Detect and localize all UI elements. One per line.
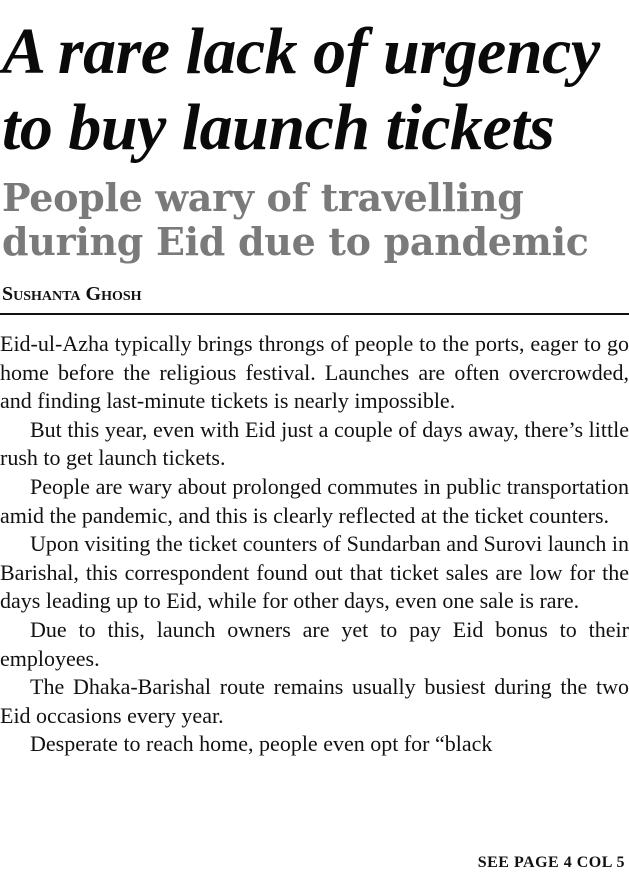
byline: Sushanta Ghosh (2, 283, 142, 305)
article-body (0, 330, 629, 759)
paragraph-1: Eid-ul-Azha typically brings throngs of people to the ports, eager to go home before the religious festival. Launches are often overcrowded, and finding last-minute tickets is nearly impossible. (0, 331, 629, 414)
byline-divider (0, 313, 629, 315)
headline: A rare lack of urgency to buy launch tickets (2, 15, 600, 164)
paragraph-6: The Dhaka-Barishal route remains usually busiest during the two Eid occasions every year. (0, 674, 629, 728)
paragraph-3: People are wary about prolonged commutes in public transportation amid the pandemic, and this is clearly reflected at the ticket counters. (0, 473, 629, 528)
paragraph-4: Upon visiting the ticket counters of Sundarban and Surovi launch in Barishal, this correspondent found out that ticket sales are low for the days leading up to Eid, while for other days, even one sale is rare. (0, 531, 629, 614)
paragraph-7: Desperate to reach home, people even opt for “black (30, 731, 493, 757)
paragraph-5: Due to this, launch owners are yet to pay Eid bonus to their employees. (0, 616, 629, 671)
continuation-jump-line: SEE PAGE 4 COL 5 (477, 854, 625, 871)
subheadline: People wary of travelling during Eid due to pandemic (2, 175, 589, 264)
paragraph-2: But this year, even with Eid just a couple of days away, there’s little rush to get launch tickets. (0, 416, 629, 471)
